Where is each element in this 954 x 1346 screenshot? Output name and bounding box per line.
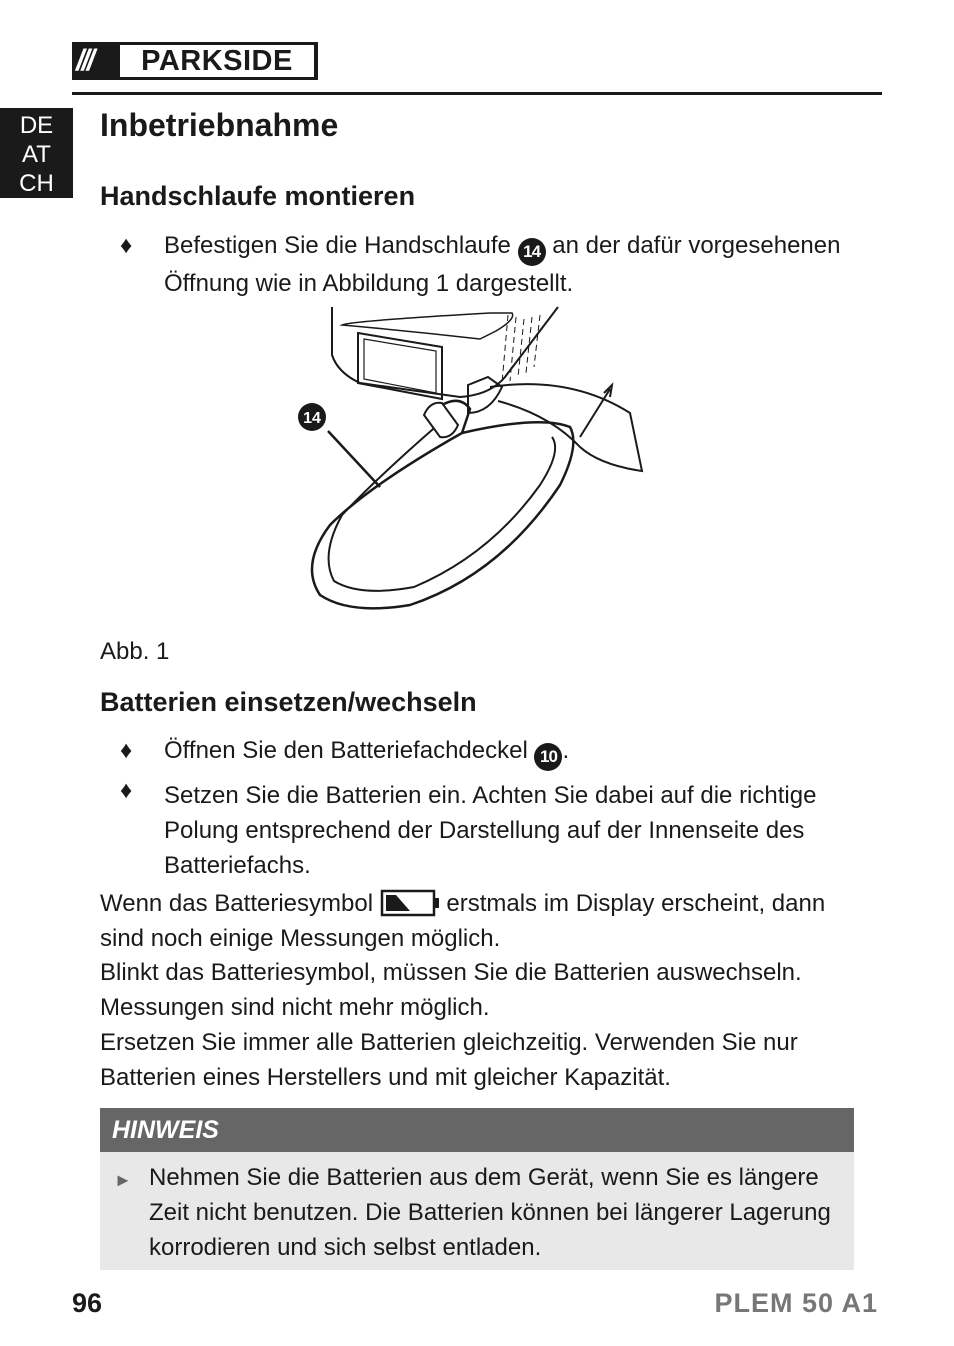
- hand-strap-step: [164, 228, 864, 301]
- note-body: [100, 1152, 854, 1270]
- lang-at: AT: [22, 141, 51, 168]
- bullet-icon: ♦: [120, 777, 133, 804]
- hand-strap-illustration: [290, 305, 650, 625]
- hand-strap-heading: Handschlaufe montieren: [100, 181, 416, 211]
- section-title: Inbetriebnahme: [100, 107, 339, 143]
- note-title: HINWEIS: [112, 1116, 219, 1144]
- ref-10-badge: 10: [534, 743, 562, 771]
- para1-after: erstmals im Display erscheint, dann sind noch einige Messungen möglich.: [100, 890, 826, 952]
- bullet-icon: ♦: [120, 232, 133, 259]
- logo-wordmark: PARKSIDE: [141, 45, 293, 77]
- figure-hand-strap: [290, 305, 650, 625]
- model-number: PLEM 50 A1: [714, 1288, 878, 1318]
- parkside-logo: [72, 42, 318, 80]
- lang-de: DE: [19, 112, 54, 139]
- battery-heading: Batterien einsetzen/wechseln: [100, 687, 477, 717]
- step1-after: .: [562, 737, 570, 764]
- ref-14-badge: 14: [518, 238, 546, 266]
- step-text-after: an der dafür vorgesehenen Öffnung wie in Abbildung 1 dargestellt.: [164, 232, 841, 297]
- battery-paragraph-2: Blinkt das Batteriesymbol, müssen Sie die Batterien auswechseln. Messungen sind nicht mehr möglich.: [100, 959, 802, 1021]
- battery-paragraph-3: Ersetzen Sie immer alle Batterien gleichzeitig. Verwenden Sie nur Batterien eines Herstellers und mit gleicher Kapazität.: [100, 1029, 798, 1091]
- lang-ch: CH: [19, 170, 54, 197]
- callout-14-label: 14: [303, 410, 321, 427]
- bullet-icon: ♦: [120, 737, 133, 764]
- battery-paragraph-1: [100, 886, 860, 956]
- battery-low-icon: [380, 889, 440, 917]
- para1-before: Wenn das Batteriesymbol: [100, 890, 380, 917]
- step-text-before: Befestigen Sie die Handschlaufe: [164, 232, 518, 259]
- language-tab: [0, 108, 73, 198]
- step1-before: Öffnen Sie den Batteriefachdeckel: [164, 737, 535, 764]
- battery-step-2: Setzen Sie die Batterien ein. Achten Sie dabei auf die richtige Polung entsprechend der Darstellung auf der Innenseite des Batteriefachs.: [164, 782, 817, 879]
- battery-step-1: [164, 733, 864, 771]
- note-header: [100, 1108, 854, 1152]
- logo-inner-box: [120, 45, 314, 77]
- figure-caption: Abb. 1: [100, 638, 170, 665]
- logo-slashes: ///: [76, 44, 93, 77]
- arrow-right-icon: ►: [114, 1170, 132, 1190]
- page-number: 96: [72, 1288, 103, 1318]
- header-rule: [72, 92, 882, 95]
- note-text: Nehmen Sie die Batterien aus dem Gerät, wenn Sie es längere Zeit nicht benutzen. Die Batterien können bei längerer Lagerung korrodieren und sich selbst entladen.: [149, 1164, 831, 1261]
